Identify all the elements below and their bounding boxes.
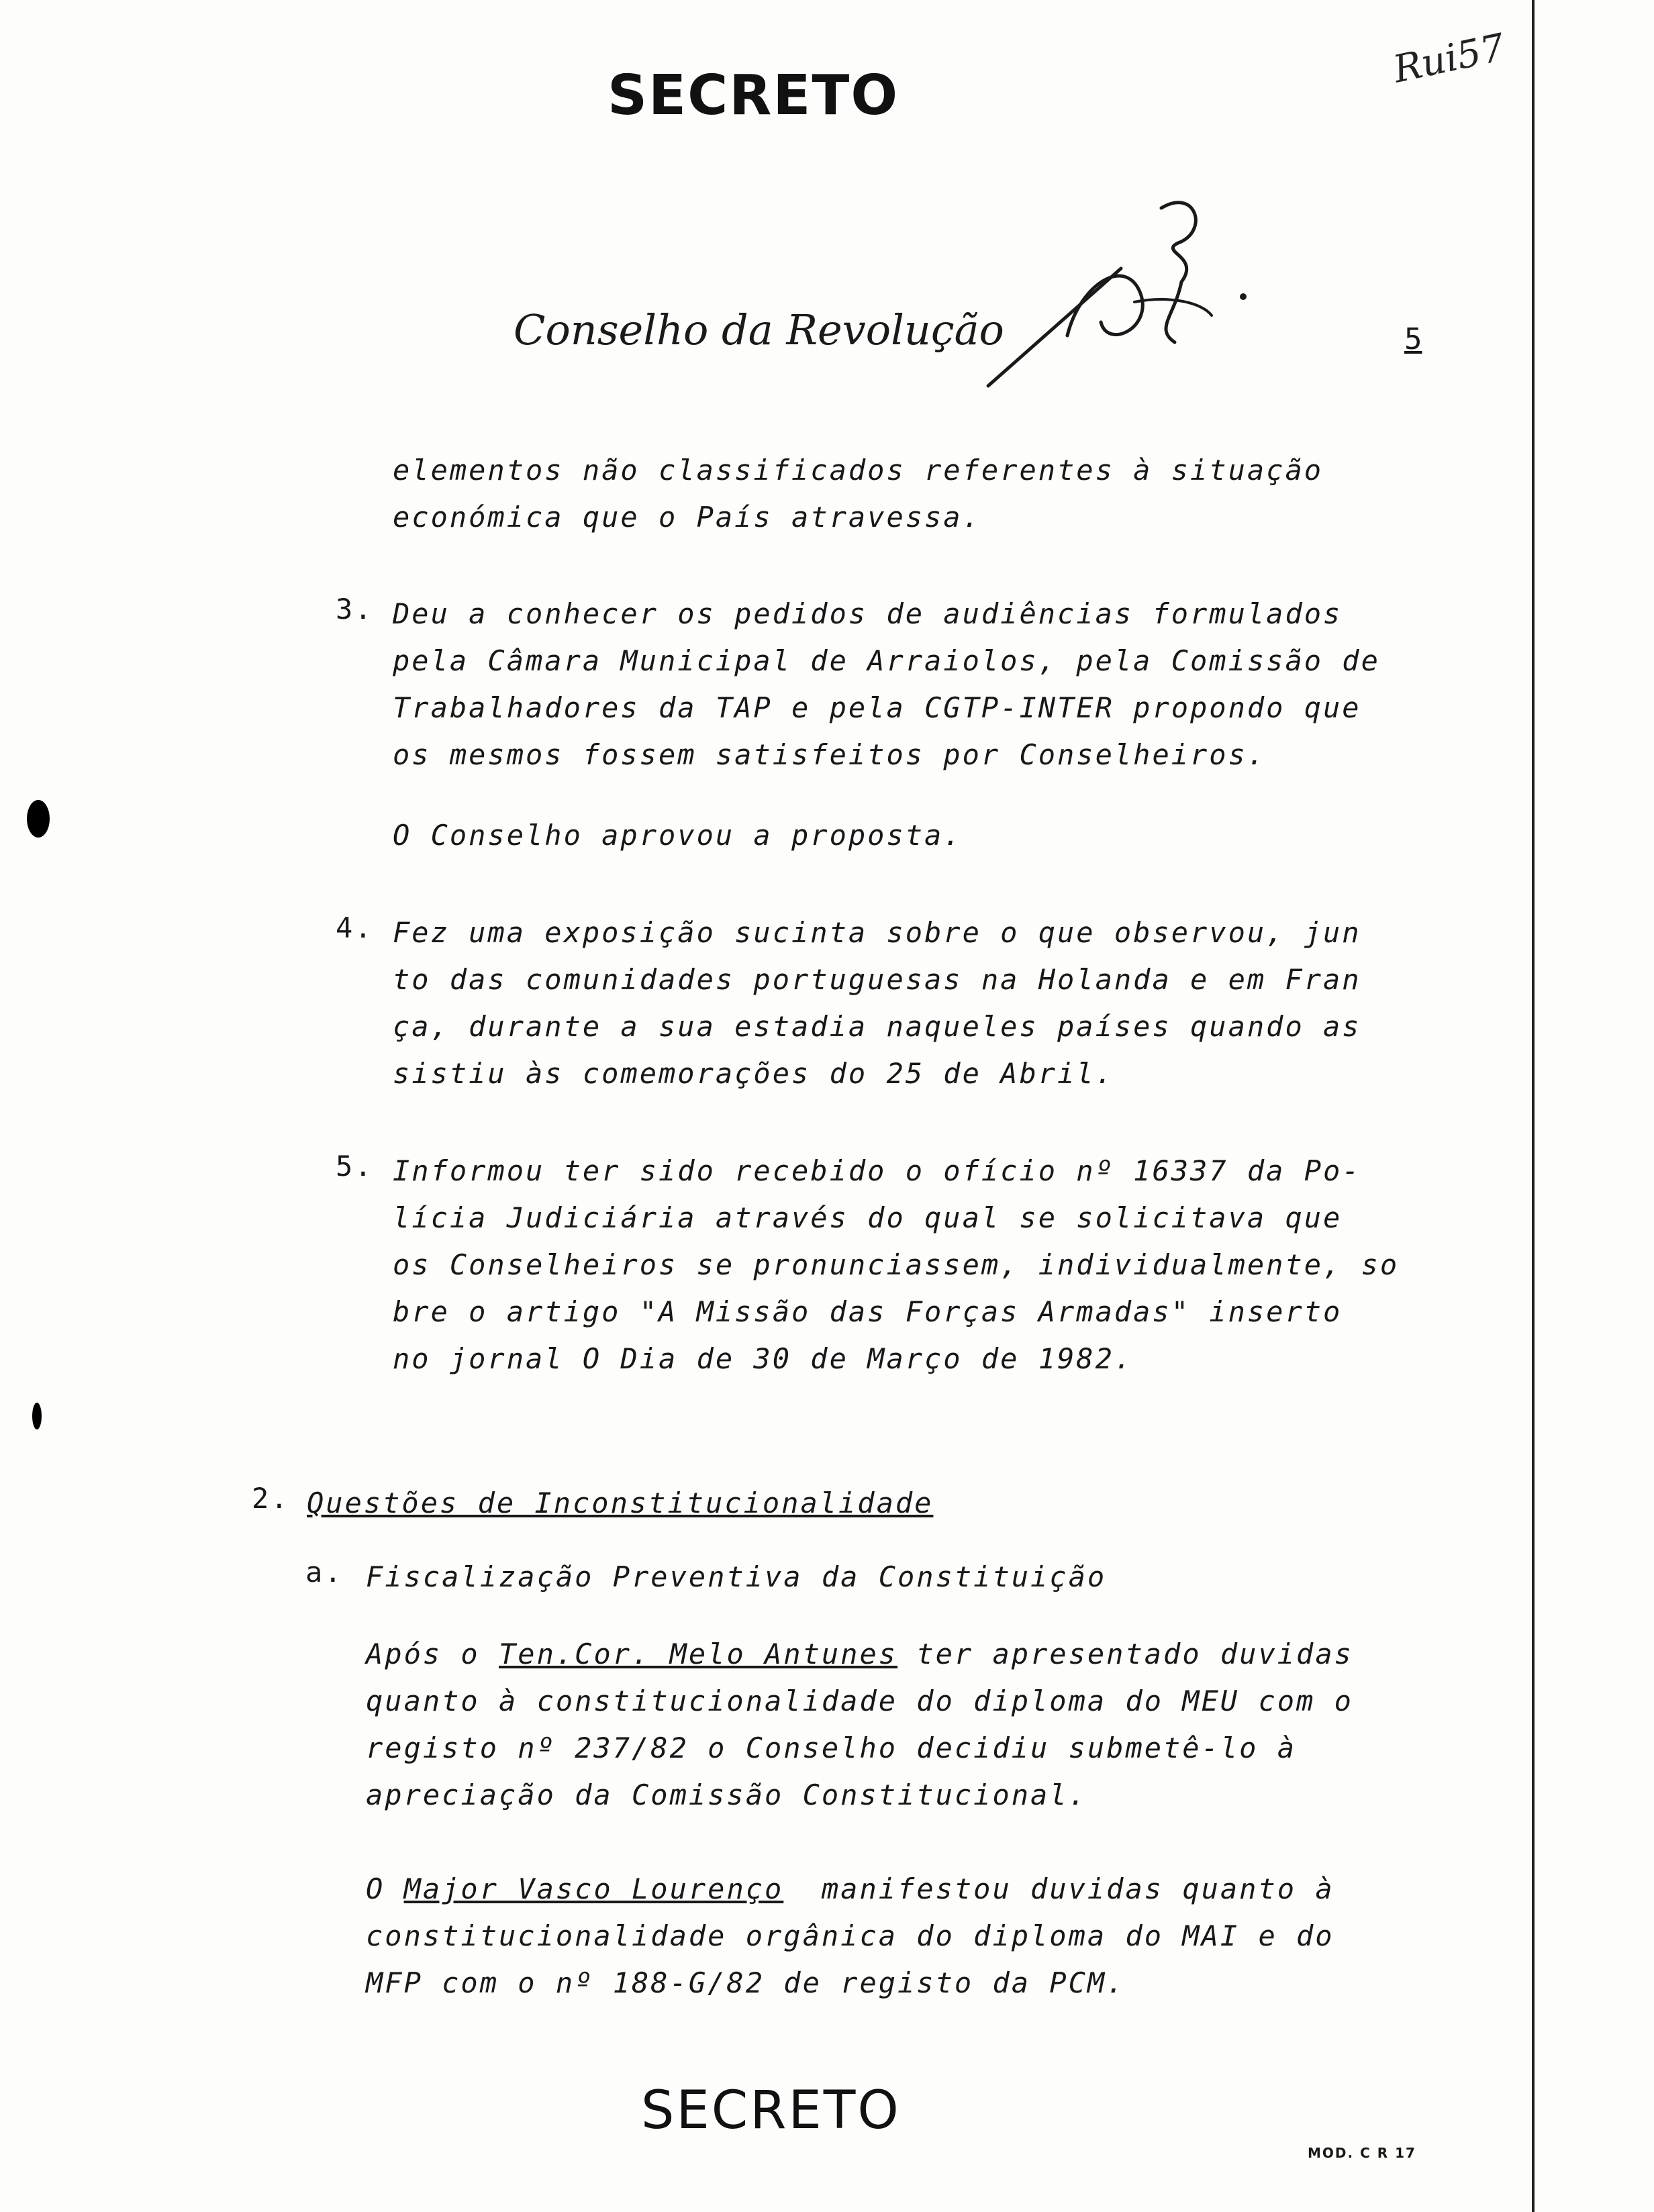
text-line: Trabalhadores da TAP e pela CGTP-INTER propondo que	[393, 691, 1361, 724]
letterhead: Conselho da Revolução	[514, 305, 1004, 354]
item-number: 3.	[336, 593, 374, 625]
text-line: apreciação da Comissão Constitucional.	[366, 1778, 1087, 1811]
text-line: Informou ter sido recebido o ofício nº 16337 da Po-	[393, 1154, 1361, 1187]
item-4-paragraph	[393, 909, 1361, 1097]
handwritten-initials: Rui57	[1390, 26, 1509, 92]
subsection-label: a.	[305, 1556, 344, 1589]
classification-stamp-bottom: SECRETO	[641, 2080, 901, 2141]
item-3-paragraph	[393, 591, 1380, 778]
page-edge-line	[1532, 0, 1535, 2212]
text-line: os Conselheiros se pronunciassem, individualmente, so	[393, 1248, 1400, 1281]
text-line: bre o artigo "A Missão das Forças Armadas" inserto	[393, 1295, 1343, 1328]
section-heading	[307, 1480, 933, 1527]
text-line: económica que o País atravessa.	[393, 501, 981, 534]
text-line: registo nº 237/82 o Conselho decidiu submetê-lo à	[366, 1731, 1297, 1764]
item-5-paragraph	[393, 1148, 1399, 1382]
text-line: quanto à constitucionalidade do diploma do MEU com o	[366, 1685, 1353, 1717]
text-line: to das comunidades portuguesas na Holanda e em Fran	[393, 963, 1361, 996]
person-name: Ten.Cor. Melo Antunes	[499, 1638, 898, 1670]
text-line: Deu a conhecer os pedidos de audiências formulados	[393, 597, 1343, 630]
item-number: 4.	[336, 911, 374, 944]
text-line: os mesmos fossem satisfeitos por Conselheiros.	[393, 738, 1267, 771]
continuation-paragraph	[393, 447, 1323, 541]
text-line: MFP com o nº 188-G/82 de registo da PCM.	[366, 1966, 1126, 1999]
section-title: Questões de Inconstitucionalidade	[307, 1487, 934, 1519]
text-fragment: Após o	[366, 1638, 499, 1670]
person-name: Major Vasco Lourenço	[403, 1872, 784, 1905]
text-line: lícia Judiciária através do qual se solicitava que	[393, 1201, 1343, 1234]
text-line: Fez uma exposição sucinta sobre o que observou, jun	[393, 916, 1361, 949]
text-line	[366, 1866, 1334, 1913]
subsection-heading	[366, 1554, 1106, 1601]
text-line: no jornal O Dia de 30 de Março de 1982.	[393, 1342, 1134, 1375]
paragraph-melo-antunes	[366, 1631, 1353, 1819]
text-line: pela Câmara Municipal de Arraiolos, pela Comissão de	[393, 644, 1380, 677]
text-line: elementos não classificados referentes à situação	[393, 454, 1324, 487]
page-number: 5	[1404, 322, 1422, 356]
decision-text: O Conselho aprovou a proposta.	[393, 819, 963, 852]
section-number: 2.	[252, 1482, 290, 1515]
classification-stamp-top: SECRETO	[607, 64, 899, 128]
item-number: 5.	[336, 1150, 374, 1183]
punch-hole	[27, 800, 50, 838]
item-3-decision	[393, 812, 963, 859]
paragraph-vasco-lourenco	[366, 1866, 1334, 2007]
text-line: ça, durante a sua estadia naqueles países quando as	[393, 1010, 1361, 1043]
punch-hole	[32, 1403, 42, 1429]
text-fragment: O	[366, 1872, 404, 1905]
text-line: constitucionalidade orgânica do diploma do MAI e do	[366, 1919, 1334, 1952]
text-line: sistiu às comemorações do 25 de Abril.	[393, 1057, 1114, 1090]
text-fragment: manifestou duvidas quanto à	[783, 1872, 1334, 1905]
subsection-title: Fiscalização Preventiva da Constituição	[366, 1560, 1107, 1593]
text-line	[366, 1631, 1353, 1678]
signature	[980, 195, 1262, 396]
text-fragment: ter apresentado duvidas	[897, 1638, 1353, 1670]
form-code: MOD. C R 17	[1308, 2145, 1416, 2161]
